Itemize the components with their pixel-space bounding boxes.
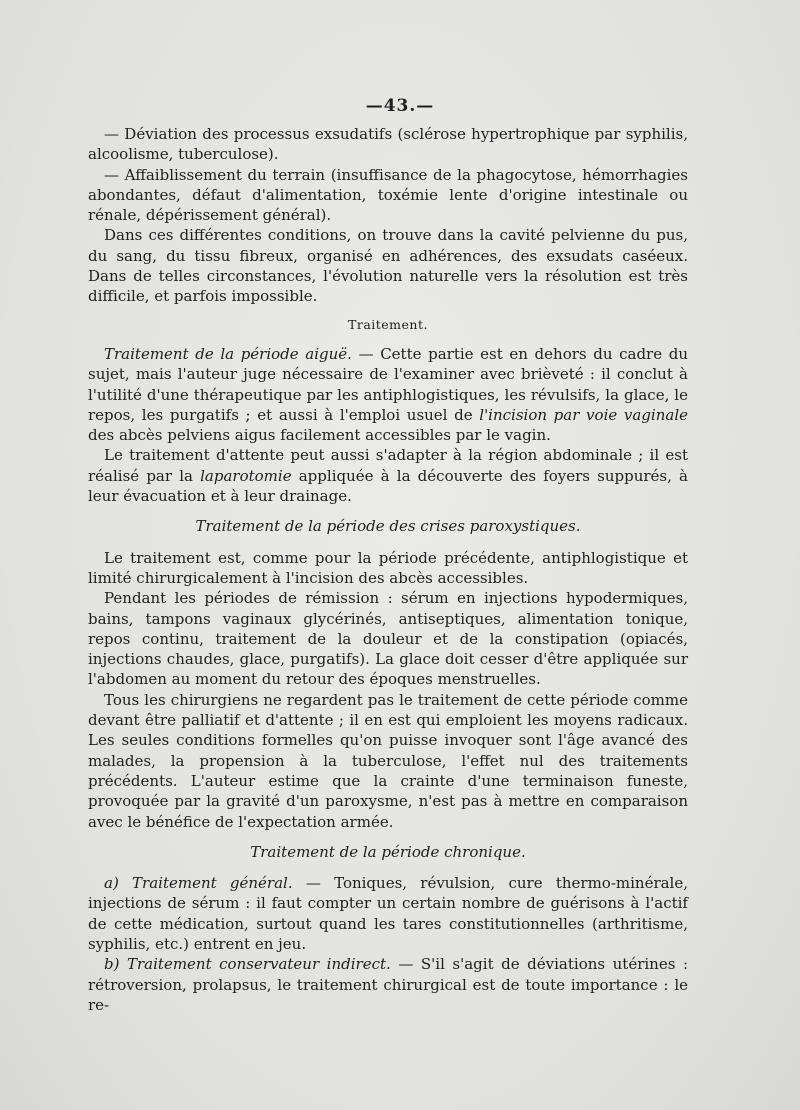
paragraph-text: — Toniques, révulsion, cure thermo-minérale, injections de sérum : il faut compter un certain nombre de guérisons à l'actif de cette médication, surtout quand les tares constitutionnelles (arthritisme, syphilis, etc.) entrent en jeu.	[88, 874, 688, 953]
paragraph-deviation: — Déviation des processus exsudatifs (sclérose hypertrophique par syphilis, alcoolisme, tuberculose).	[88, 125, 688, 164]
subheading-crises: Traitement de la période des crises paroxystiques.	[195, 517, 581, 536]
paragraph-chirurgiens: Tous les chirurgiens ne regardent pas le traitement de cette période comme devant être palliatif et d'attente ; il en est qui emploient les moyens radicaux. Les seules conditions formelles qu'on puisse invoquer sont l'âge avancé des malades, la propension à la tuberculose, l'effet nul des traitements précédents. L'auteur estime que la crainte d'une terminaison funeste, provoquée par la gravité d'un paroxysme, n'est pas à mettre en comparaison avec le bénéfice de l'expectation armée.	[88, 690, 688, 831]
paragraph-remission: Pendant les périodes de rémission : sérum en injections hypodermiques, bains, tampons vaginaux glycérinés, antiseptiques, alimentation tonique, repos continu, traitement de la douleur et de la constipation (opiacés, injections chaudes, glace, purgatifs). La glace doit cesser d'être appliquée sur l'abdomen au moment du retour des époques menstruelles.	[88, 589, 688, 689]
paragraph-periode-aigue	[88, 344, 688, 445]
paragraph-conditions: Dans ces différentes conditions, on trouve dans la cavité pelvienne du pus, du sang, du tissu fibreux, organisé en adhérences, des exsudats caséeux. Dans de telles circonstances, l'évolution naturelle vers la résolution est très difficile, et parfois impossible.	[88, 226, 688, 306]
page-body	[88, 124, 688, 1015]
section-heading-traitement: Traitement.	[348, 316, 428, 332]
paragraph-italic: laparotomie	[200, 466, 292, 485]
paragraph-text: — Cette partie est en dehors du cadre du sujet, mais l'auteur juge nécessaire de l'examiner avec brièveté : il conclut à l'utilité d'une thérapeutique par les antiphlogistiques, les révulsifs, la glace, le repos, les purgatifs ; et aussi à l'emploi usuel de	[88, 344, 688, 424]
paragraph-crises-traitement: Le traitement est, comme pour la période précédente, antiphlogistique et limité chirurgicalement à l'incision des abcès accessibles.	[88, 548, 688, 587]
paragraph-text: des abcès pelviens aigus facilement accessibles par le vagin.	[88, 426, 551, 445]
paragraph-attente	[88, 445, 688, 506]
subheading-chronique: Traitement de la période chronique.	[250, 842, 526, 861]
paragraph-text: appliquée à la découverte des foyers suppurés, à leur évacuation et à leur drainage.	[88, 466, 689, 506]
paragraph-lead: a) Traitement général.	[104, 874, 293, 893]
paragraph-text: Le traitement d'attente peut aussi s'adapter à la région abdominale ; il est réalisé par la	[88, 446, 688, 485]
paragraph-text: — S'il s'agit de déviations utérines : rétroversion, prolapsus, le traitement chirurgical est de toute importance : le re-	[88, 955, 688, 1014]
paragraph-traitement-conservateur	[88, 954, 688, 1015]
page-number: —43.—	[365, 96, 435, 116]
paragraph-italic: l'incision par voie vaginale	[479, 405, 688, 424]
paragraph-traitement-general	[88, 873, 688, 954]
paragraph-lead: Traitement de la période aiguë.	[104, 344, 352, 363]
paragraph-lead: b) Traitement conservateur indirect.	[104, 955, 391, 974]
paragraph-affaiblissement: — Affaiblissement du terrain (insuffisance de la phagocytose, hémorrhagies abondantes, défaut d'alimentation, toxémie lente d'origine intestinale ou rénale, dépérissement général).	[88, 165, 688, 225]
